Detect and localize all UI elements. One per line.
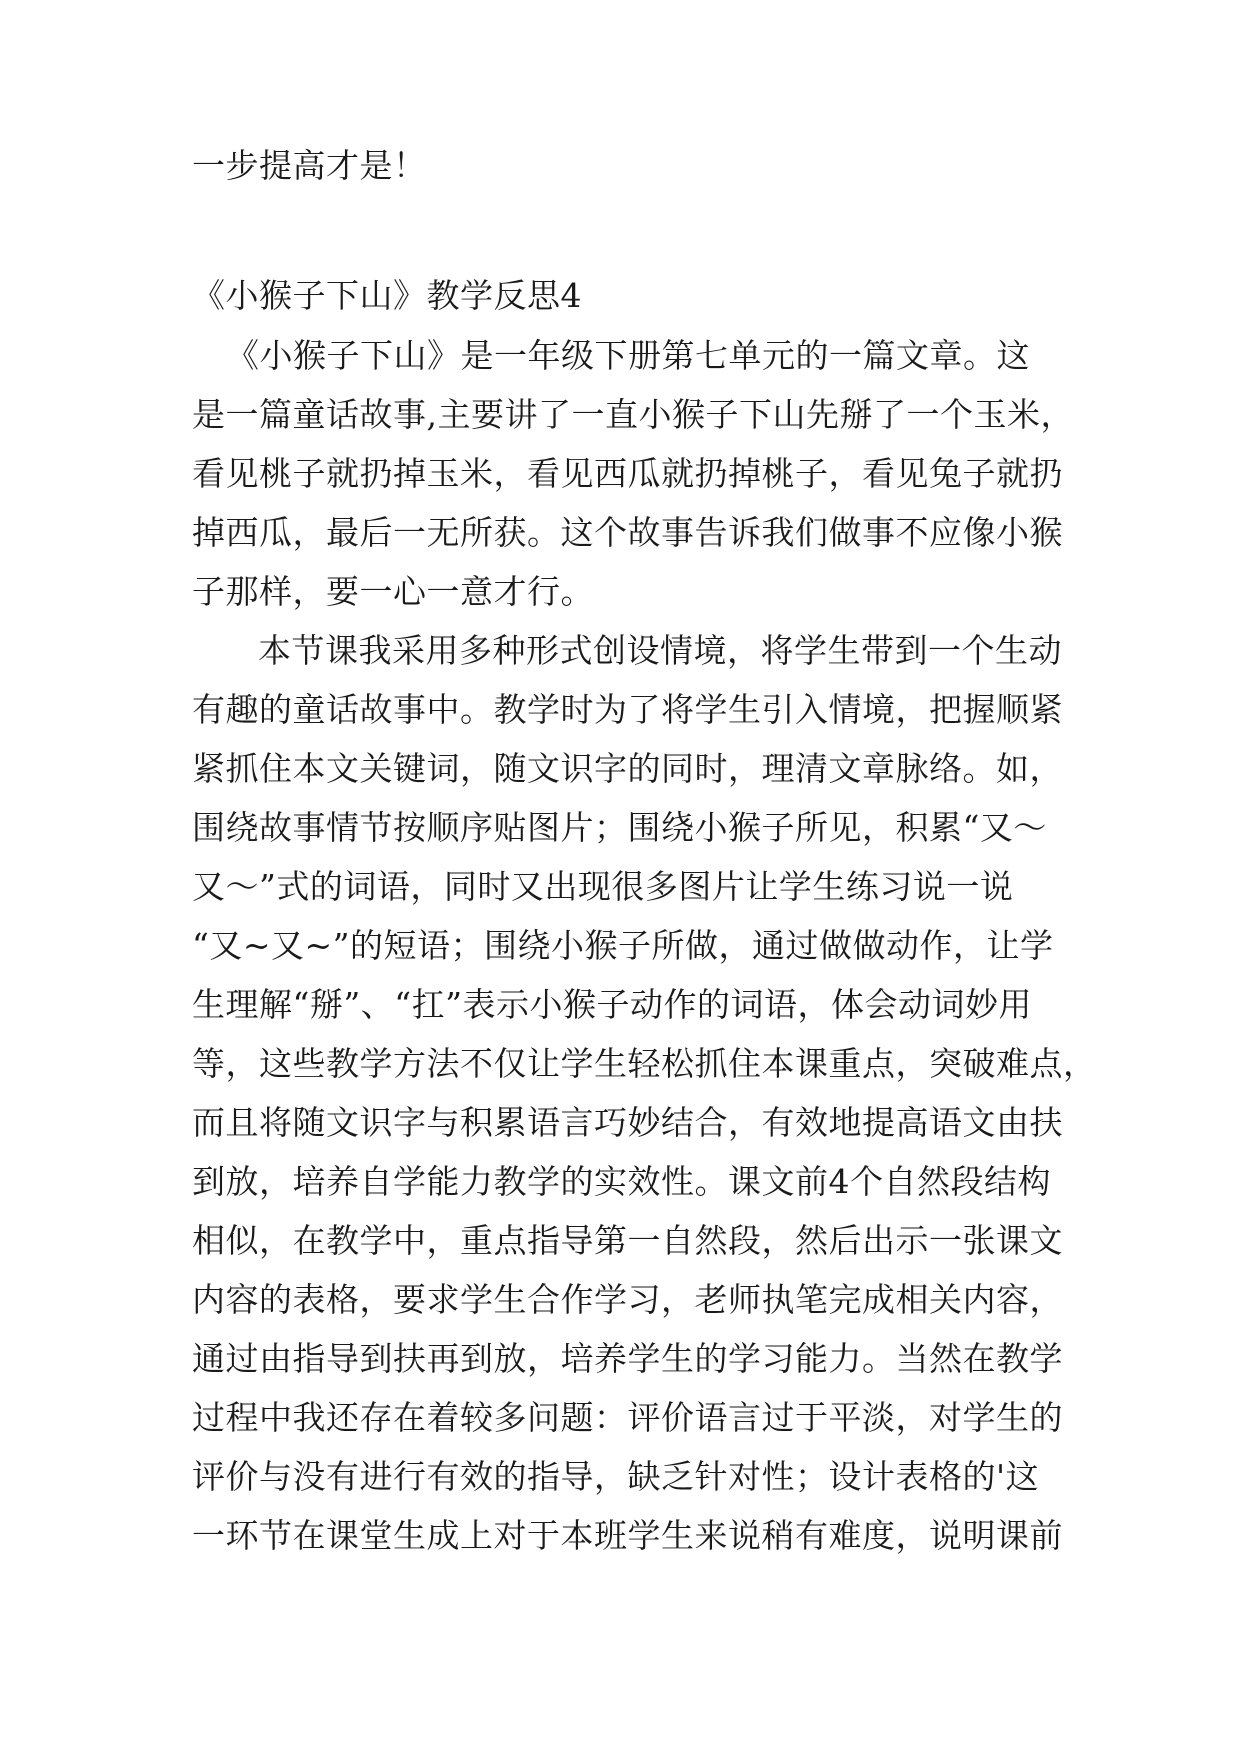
- paragraph-line: 等，这些教学方法不仅让学生轻松抓住本课重点，突破难点，: [192, 1044, 1097, 1083]
- paragraph-line: 到放，培养自学能力教学的实效性。课文前4个自然段结构: [192, 1162, 1051, 1201]
- paragraph-line: 是一篇童话故事,主要讲了一直小猴子下山先掰了一个玉米，: [192, 395, 1074, 434]
- paragraph-line: 本节课我采用多种形式创设情境，将学生带到一个生动: [258, 631, 1062, 670]
- paragraph-line: 紧抓住本文关键词，随文识字的同时，理清文章脉络。如，: [192, 749, 1063, 788]
- paragraph-line: 看见桃子就扔掉玉米，看见西瓜就扔掉桃子，看见兔子就扔: [192, 454, 1063, 493]
- paragraph-line: 有趣的童话故事中。教学时为了将学生引入情境，把握顺紧: [192, 690, 1063, 729]
- paragraph-line: 围绕故事情节按顺序贴图片；围绕小猴子所见，积累“又～: [192, 808, 1047, 847]
- paragraph-line: “又~又~”的短语；围绕小猴子所做，通过做做动作，让学: [192, 926, 1054, 965]
- section-heading: 《小猴子下山》教学反思4: [192, 276, 582, 315]
- paragraph-line: 又～”式的词语，同时又出现很多图片让学生练习说一说: [192, 867, 1014, 906]
- continuation-line: 一步提高才是！: [192, 146, 427, 185]
- paragraph-line: 生理解“掰”、“扛”表示小猴子动作的词语，体会动词妙用: [192, 985, 1032, 1024]
- paragraph-line: 评价与没有进行有效的指导，缺乏针对性；设计表格的'这: [192, 1457, 1040, 1496]
- paragraph-line: 过程中我还存在着较多问题：评价语言过于平淡，对学生的: [192, 1398, 1063, 1437]
- paragraph-line: 《小猴子下山》是一年级下册第七单元的一篇文章。这: [226, 336, 1030, 375]
- paragraph-line: 一环节在课堂生成上对于本班学生来说稍有难度，说明课前: [192, 1516, 1063, 1555]
- paragraph-line: 而且将随文识字与积累语言巧妙结合，有效地提高语文由扶: [192, 1103, 1063, 1142]
- paragraph-line: 通过由指导到扶再到放，培养学生的学习能力。当然在教学: [192, 1339, 1063, 1378]
- paragraph-line: 子那样，要一心一意才行。: [192, 572, 594, 611]
- paragraph-line: 内容的表格，要求学生合作学习，老师执笔完成相关内容，: [192, 1280, 1063, 1319]
- paragraph-line: 相似，在教学中，重点指导第一自然段，然后出示一张课文: [192, 1221, 1063, 1260]
- paragraph-line: 掉西瓜，最后一无所获。这个故事告诉我们做事不应像小猴: [192, 513, 1063, 552]
